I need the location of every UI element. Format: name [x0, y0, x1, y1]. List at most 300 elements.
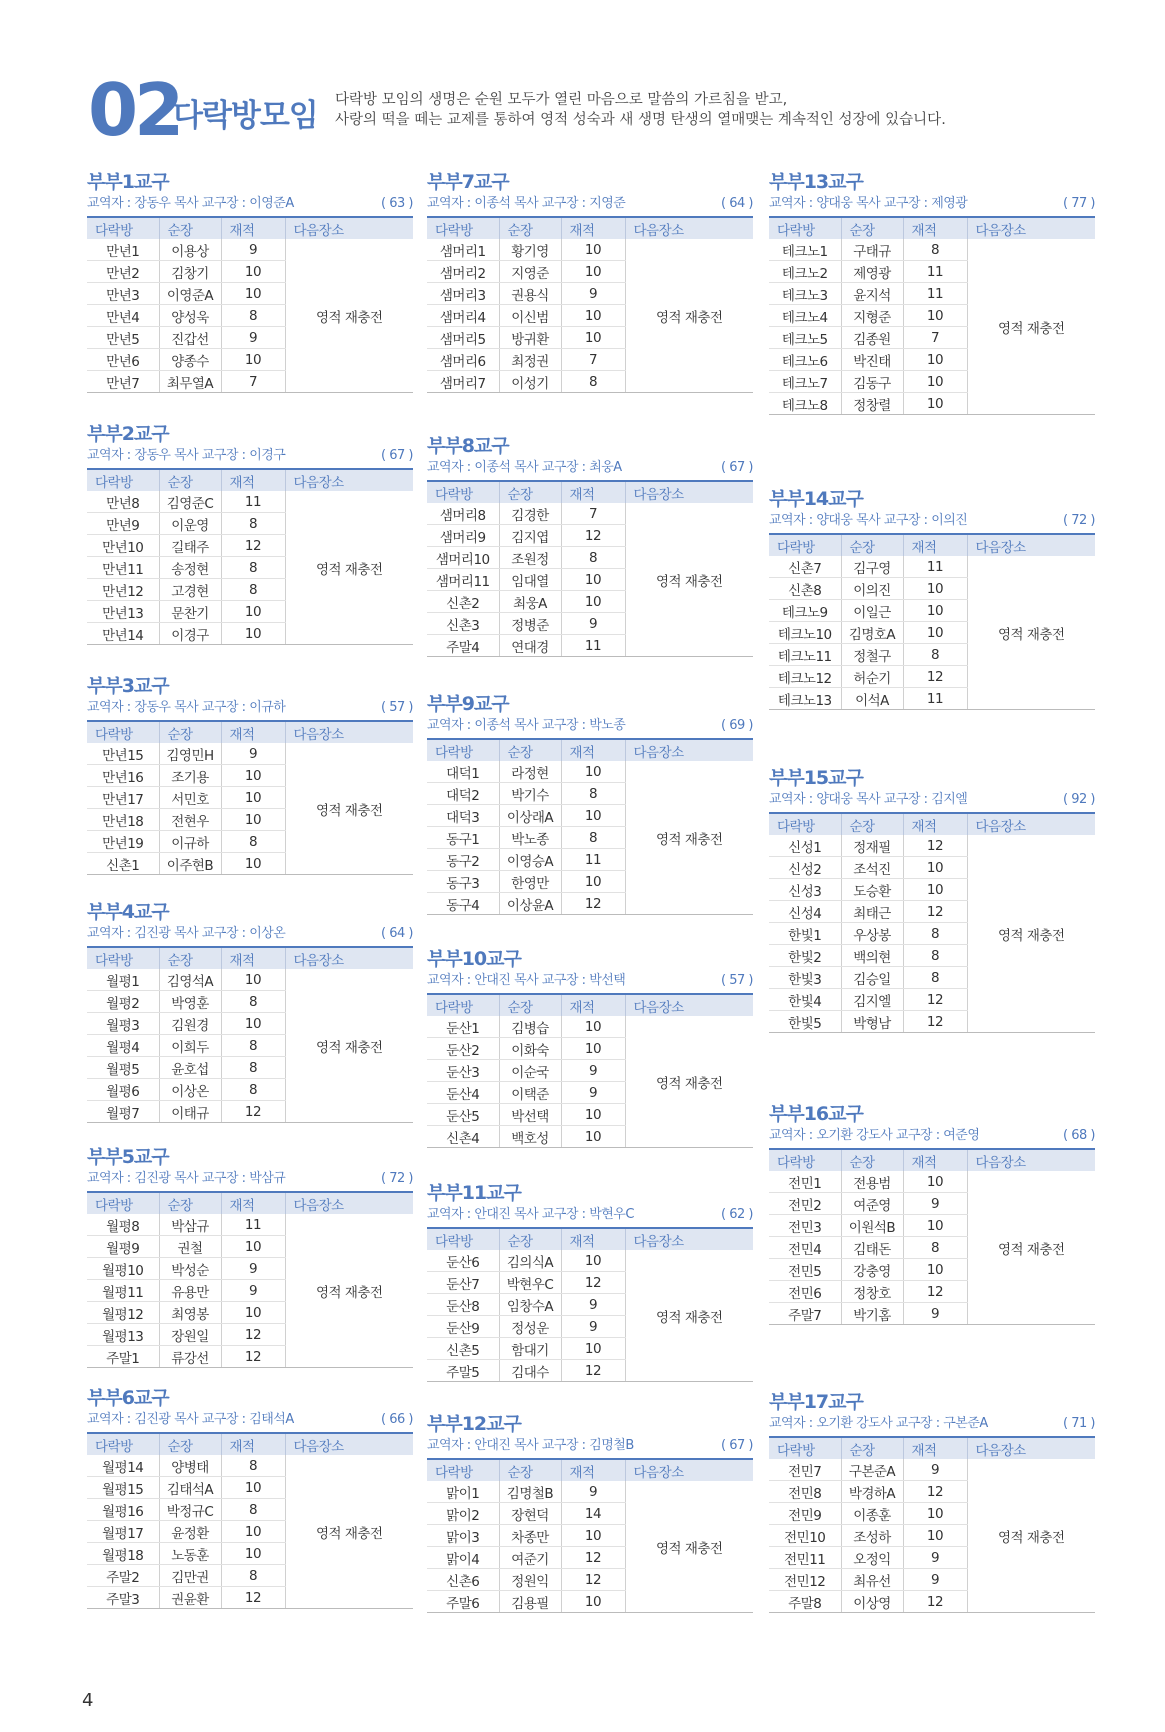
- column-header: 다음장소: [625, 740, 753, 761]
- cell-enrollment: 10: [561, 1250, 625, 1272]
- district-title: 부부17교구: [769, 1391, 863, 1413]
- cell-leader: 김영석A: [159, 969, 221, 991]
- cell-leader: 이영준A: [159, 283, 221, 305]
- cell-enrollment: 9: [903, 1569, 967, 1591]
- cell-leader: 이규하: [159, 831, 221, 853]
- district-group: [769, 487, 1095, 710]
- cell-darakbang: 월평8: [87, 1214, 159, 1236]
- cell-leader: 김구영: [841, 556, 903, 578]
- cell-leader: 박현우C: [499, 1272, 561, 1294]
- district-staff: 교역자 : 장동우 목사 교구장 : 이경구: [87, 448, 286, 463]
- table-row: [427, 503, 753, 525]
- member-count-value: 64: [389, 926, 405, 941]
- cell-darakbang: 월평3: [87, 1013, 159, 1035]
- column-header: 재적: [561, 1460, 625, 1481]
- district-staff: 교역자 : 안대진 목사 교구장 : 박현우C: [427, 1207, 634, 1222]
- district-staff: 교역자 : 양대웅 목사 교구장 : 이의진: [769, 513, 968, 528]
- cell-darakbang: 신성3: [769, 879, 841, 901]
- district-staff-line: [427, 716, 753, 740]
- cell-enrollment: 8: [903, 923, 967, 945]
- member-count-value: 63: [389, 196, 405, 211]
- cell-enrollment: 8: [221, 991, 285, 1013]
- column-header: 순장: [499, 1460, 561, 1481]
- cell-leader: 전현우: [159, 809, 221, 831]
- column-header: 다음장소: [625, 482, 753, 503]
- column-header: 재적: [221, 948, 285, 969]
- column-header: 다락방: [87, 1193, 159, 1214]
- cell-darakbang: 동구4: [427, 893, 499, 915]
- cell-leader: 라정현: [499, 761, 561, 783]
- cell-darakbang: 만년7: [87, 371, 159, 393]
- cell-darakbang: 월평17: [87, 1521, 159, 1543]
- cell-leader: 이성기: [499, 371, 561, 393]
- column-header: 재적: [903, 535, 967, 556]
- cell-leader: 조원정: [499, 547, 561, 569]
- cell-leader: 김명호A: [841, 622, 903, 644]
- column-header: 순장: [159, 470, 221, 491]
- cell-leader: 방귀환: [499, 327, 561, 349]
- table-row: [769, 556, 1095, 578]
- cell-next-place: 영적 재충전: [285, 1455, 413, 1609]
- cell-enrollment: 8: [221, 1455, 285, 1477]
- cell-leader: 윤지석: [841, 283, 903, 305]
- cell-next-place: 영적 재충전: [625, 1250, 753, 1382]
- cell-leader: 임대열: [499, 569, 561, 591]
- cell-enrollment: 10: [903, 578, 967, 600]
- cell-darakbang: 둔산4: [427, 1082, 499, 1104]
- district-group: [87, 1386, 413, 1609]
- district-staff: 교역자 : 양대웅 목사 교구장 : 김지엘: [769, 792, 968, 807]
- cell-leader: 이경구: [159, 623, 221, 645]
- cell-leader: 이신범: [499, 305, 561, 327]
- cell-enrollment: 10: [903, 1171, 967, 1193]
- cell-darakbang: 둔산7: [427, 1272, 499, 1294]
- cell-darakbang: 만년8: [87, 491, 159, 513]
- cell-enrollment: 10: [221, 1236, 285, 1258]
- cell-next-place: 영적 재충전: [285, 743, 413, 875]
- column-header: 다락방: [427, 482, 499, 503]
- district-group: [427, 692, 753, 915]
- column-header: 다음장소: [285, 218, 413, 239]
- cell-darakbang: 월평10: [87, 1258, 159, 1280]
- cell-leader: 류강선: [159, 1346, 221, 1368]
- cell-enrollment: 9: [561, 613, 625, 635]
- cell-darakbang: 테크노13: [769, 688, 841, 710]
- column-header: 재적: [561, 995, 625, 1016]
- cell-darakbang: 전민12: [769, 1569, 841, 1591]
- cell-leader: 윤정환: [159, 1521, 221, 1543]
- member-count-value: 67: [389, 448, 405, 463]
- cell-darakbang: 월평6: [87, 1079, 159, 1101]
- column-header: 다음장소: [285, 1434, 413, 1455]
- cell-leader: 최무열A: [159, 371, 221, 393]
- cell-next-place: 영적 재충전: [625, 761, 753, 915]
- district-title: 부부8교구: [427, 435, 509, 457]
- cell-darakbang: 전민8: [769, 1481, 841, 1503]
- cell-enrollment: 10: [903, 1259, 967, 1281]
- cell-leader: 이상래A: [499, 805, 561, 827]
- cell-enrollment: 12: [561, 1360, 625, 1382]
- column-header: 재적: [561, 1229, 625, 1250]
- column-header: 다락방: [427, 1460, 499, 1481]
- cell-leader: 진갑선: [159, 327, 221, 349]
- cell-darakbang: 둔산8: [427, 1294, 499, 1316]
- column-header: 다음장소: [967, 535, 1095, 556]
- cell-enrollment: 10: [903, 600, 967, 622]
- cell-darakbang: 한빛5: [769, 1011, 841, 1033]
- member-count-value: 69: [729, 718, 745, 733]
- cell-enrollment: 12: [221, 1587, 285, 1609]
- cell-leader: 이화숙: [499, 1038, 561, 1060]
- cell-leader: 이영승A: [499, 849, 561, 871]
- cell-enrollment: 11: [903, 261, 967, 283]
- cell-darakbang: 신성2: [769, 857, 841, 879]
- cell-darakbang: 만년19: [87, 831, 159, 853]
- district-table: [769, 1150, 1095, 1325]
- cell-darakbang: 샘머리3: [427, 283, 499, 305]
- cell-darakbang: 신촌1: [87, 853, 159, 875]
- cell-darakbang: 맑이2: [427, 1503, 499, 1525]
- cell-leader: 정철구: [841, 644, 903, 666]
- cell-darakbang: 만년11: [87, 557, 159, 579]
- cell-darakbang: 월평13: [87, 1324, 159, 1346]
- member-count-value: 92: [1071, 792, 1087, 807]
- cell-leader: 김승일: [841, 967, 903, 989]
- cell-enrollment: 12: [903, 901, 967, 923]
- cell-darakbang: 테크노11: [769, 644, 841, 666]
- cell-darakbang: 전민7: [769, 1459, 841, 1481]
- cell-leader: 이주현B: [159, 853, 221, 875]
- column-header: 다음장소: [967, 1438, 1095, 1459]
- district-table: [427, 482, 753, 657]
- column-header: 재적: [221, 1434, 285, 1455]
- column-header: 재적: [221, 722, 285, 743]
- cell-enrollment: 10: [221, 349, 285, 371]
- column-header: 다음장소: [285, 948, 413, 969]
- cell-leader: 서민호: [159, 787, 221, 809]
- table-header-row: [427, 740, 753, 761]
- member-count-value: 77: [1071, 196, 1087, 211]
- cell-darakbang: 만년6: [87, 349, 159, 371]
- cell-darakbang: 만년18: [87, 809, 159, 831]
- district-table: [769, 218, 1095, 415]
- cell-darakbang: 동구2: [427, 849, 499, 871]
- cell-next-place: 영적 재충전: [967, 835, 1095, 1033]
- district-group: [87, 1145, 413, 1368]
- table-header-row: [769, 535, 1095, 556]
- column-header: 순장: [159, 218, 221, 239]
- district-staff-line: [769, 1414, 1095, 1438]
- cell-darakbang: 샘머리11: [427, 569, 499, 591]
- cell-darakbang: 월평1: [87, 969, 159, 991]
- district-title: 부부4교구: [87, 901, 169, 923]
- cell-enrollment: 8: [903, 945, 967, 967]
- district-group: [769, 766, 1095, 1033]
- cell-enrollment: 10: [561, 761, 625, 783]
- cell-darakbang: 한빛2: [769, 945, 841, 967]
- cell-next-place: 영적 재충전: [285, 1214, 413, 1368]
- table-row: [87, 743, 413, 765]
- column-header: 다락방: [87, 218, 159, 239]
- cell-leader: 백호성: [499, 1126, 561, 1148]
- cell-leader: 연대경: [499, 635, 561, 657]
- district-member-count: ( 62 ): [721, 1207, 753, 1222]
- section-header: [88, 70, 1088, 150]
- column-header: 다음장소: [285, 722, 413, 743]
- column-header: 다락방: [427, 1229, 499, 1250]
- table-row: [427, 239, 753, 261]
- district-title: 부부12교구: [427, 1413, 521, 1435]
- district-staff-line: [427, 1205, 753, 1229]
- cell-enrollment: 10: [903, 879, 967, 901]
- district-title: 부부6교구: [87, 1387, 169, 1409]
- district-table: [87, 722, 413, 875]
- cell-enrollment: 10: [221, 765, 285, 787]
- district-group: [87, 422, 413, 645]
- cell-enrollment: 14: [561, 1503, 625, 1525]
- district-title: 부부5교구: [87, 1146, 169, 1168]
- cell-leader: 이종훈: [841, 1503, 903, 1525]
- cell-darakbang: 월평15: [87, 1477, 159, 1499]
- cell-darakbang: 만년15: [87, 743, 159, 765]
- district-member-count: ( 57 ): [721, 973, 753, 988]
- cell-darakbang: 전민5: [769, 1259, 841, 1281]
- cell-enrollment: 8: [221, 305, 285, 327]
- cell-leader: 김병습: [499, 1016, 561, 1038]
- cell-leader: 김만권: [159, 1565, 221, 1587]
- district-staff-line: [87, 446, 413, 470]
- cell-darakbang: 주말3: [87, 1587, 159, 1609]
- cell-darakbang: 샘머리9: [427, 525, 499, 547]
- cell-darakbang: 주말2: [87, 1565, 159, 1587]
- cell-darakbang: 맑이4: [427, 1547, 499, 1569]
- district-member-count: ( 64 ): [721, 196, 753, 211]
- cell-enrollment: 12: [561, 1547, 625, 1569]
- cell-darakbang: 신촌5: [427, 1338, 499, 1360]
- cell-leader: 정원익: [499, 1569, 561, 1591]
- district-staff-line: [87, 1169, 413, 1193]
- cell-enrollment: 12: [561, 525, 625, 547]
- cell-darakbang: 주말5: [427, 1360, 499, 1382]
- cell-darakbang: 테크노4: [769, 305, 841, 327]
- cell-darakbang: 월평2: [87, 991, 159, 1013]
- district-title: 부부11교구: [427, 1182, 521, 1204]
- district-member-count: ( 64 ): [381, 926, 413, 941]
- cell-leader: 전용범: [841, 1171, 903, 1193]
- column-header: 다음장소: [967, 1150, 1095, 1171]
- district-table: [427, 995, 753, 1148]
- district-group: [87, 674, 413, 875]
- cell-darakbang: 전민11: [769, 1547, 841, 1569]
- cell-leader: 도승환: [841, 879, 903, 901]
- district-staff-line: [87, 1410, 413, 1434]
- cell-darakbang: 주말7: [769, 1303, 841, 1325]
- cell-darakbang: 월평12: [87, 1302, 159, 1324]
- cell-leader: 조석진: [841, 857, 903, 879]
- cell-enrollment: 10: [561, 261, 625, 283]
- cell-enrollment: 7: [561, 349, 625, 371]
- column-header: 다음장소: [967, 218, 1095, 239]
- district-group: [87, 900, 413, 1123]
- cell-leader: 정성운: [499, 1316, 561, 1338]
- cell-next-place: 영적 재충전: [285, 491, 413, 645]
- cell-leader: 이상온: [159, 1079, 221, 1101]
- cell-darakbang: 샘머리5: [427, 327, 499, 349]
- cell-leader: 이용상: [159, 239, 221, 261]
- cell-enrollment: 10: [561, 569, 625, 591]
- cell-darakbang: 테크노8: [769, 393, 841, 415]
- cell-leader: 최영봉: [159, 1302, 221, 1324]
- district-staff-line: [427, 971, 753, 995]
- district-member-count: ( 57 ): [381, 700, 413, 715]
- cell-darakbang: 전민10: [769, 1525, 841, 1547]
- cell-leader: 노동훈: [159, 1543, 221, 1565]
- cell-leader: 김종원: [841, 327, 903, 349]
- cell-darakbang: 월평7: [87, 1101, 159, 1123]
- cell-darakbang: 월평5: [87, 1057, 159, 1079]
- district-table: [427, 740, 753, 915]
- cell-leader: 박선택: [499, 1104, 561, 1126]
- cell-leader: 임창수A: [499, 1294, 561, 1316]
- cell-enrollment: 9: [561, 1082, 625, 1104]
- district-table: [427, 218, 753, 393]
- district-member-count: ( 68 ): [1063, 1128, 1095, 1143]
- cell-enrollment: 10: [561, 1016, 625, 1038]
- column-header: 다락방: [427, 218, 499, 239]
- column-header: 재적: [561, 218, 625, 239]
- cell-leader: 제영광: [841, 261, 903, 283]
- cell-leader: 강충영: [841, 1259, 903, 1281]
- cell-darakbang: 만년3: [87, 283, 159, 305]
- column-header: 다락방: [87, 722, 159, 743]
- cell-leader: 고경현: [159, 579, 221, 601]
- cell-darakbang: 테크노5: [769, 327, 841, 349]
- column-header: 순장: [499, 1229, 561, 1250]
- cell-leader: 김명철B: [499, 1481, 561, 1503]
- cell-darakbang: 샘머리1: [427, 239, 499, 261]
- cell-leader: 김태돈: [841, 1237, 903, 1259]
- cell-enrollment: 10: [221, 787, 285, 809]
- cell-enrollment: 10: [221, 623, 285, 645]
- cell-leader: 구태규: [841, 239, 903, 261]
- cell-enrollment: 8: [221, 1035, 285, 1057]
- cell-leader: 문찬기: [159, 601, 221, 623]
- cell-leader: 조기용: [159, 765, 221, 787]
- cell-darakbang: 전민3: [769, 1215, 841, 1237]
- cell-next-place: 영적 재충전: [967, 556, 1095, 710]
- cell-darakbang: 샘머리6: [427, 349, 499, 371]
- cell-leader: 정창호: [841, 1281, 903, 1303]
- cell-darakbang: 둔산6: [427, 1250, 499, 1272]
- cell-enrollment: 7: [561, 503, 625, 525]
- district-title: 부부9교구: [427, 693, 509, 715]
- cell-leader: 정창렬: [841, 393, 903, 415]
- cell-enrollment: 9: [561, 1481, 625, 1503]
- column-header: 다음장소: [625, 218, 753, 239]
- district-staff-line: [769, 194, 1095, 218]
- cell-enrollment: 8: [221, 1499, 285, 1521]
- cell-enrollment: 10: [221, 601, 285, 623]
- district-title: 부부16교구: [769, 1103, 863, 1125]
- column-header: 다락방: [769, 218, 841, 239]
- district-title: 부부1교구: [87, 171, 169, 193]
- cell-leader: 김대수: [499, 1360, 561, 1382]
- cell-leader: 김원경: [159, 1013, 221, 1035]
- column-header: 재적: [903, 814, 967, 835]
- district-table: [769, 814, 1095, 1033]
- cell-darakbang: 만년12: [87, 579, 159, 601]
- cell-leader: 김태석A: [159, 1477, 221, 1499]
- column-header: 다락방: [769, 1150, 841, 1171]
- cell-enrollment: 12: [221, 535, 285, 557]
- cell-darakbang: 만년1: [87, 239, 159, 261]
- district-member-count: ( 92 ): [1063, 792, 1095, 807]
- cell-darakbang: 신촌2: [427, 591, 499, 613]
- cell-enrollment: 10: [221, 283, 285, 305]
- cell-enrollment: 9: [903, 1193, 967, 1215]
- cell-darakbang: 대덕3: [427, 805, 499, 827]
- cell-darakbang: 대덕2: [427, 783, 499, 805]
- cell-enrollment: 10: [221, 809, 285, 831]
- cell-enrollment: 10: [903, 1215, 967, 1237]
- table-header-row: [427, 218, 753, 239]
- cell-enrollment: 12: [903, 989, 967, 1011]
- district-table: [87, 948, 413, 1123]
- cell-leader: 함대기: [499, 1338, 561, 1360]
- cell-darakbang: 전민6: [769, 1281, 841, 1303]
- cell-enrollment: 8: [221, 1079, 285, 1101]
- cell-enrollment: 8: [561, 371, 625, 393]
- table-header-row: [87, 722, 413, 743]
- cell-darakbang: 테크노3: [769, 283, 841, 305]
- column-header: 순장: [841, 1438, 903, 1459]
- cell-enrollment: 7: [221, 371, 285, 393]
- column-header: 순장: [841, 1150, 903, 1171]
- cell-enrollment: 12: [561, 893, 625, 915]
- cell-leader: 이택준: [499, 1082, 561, 1104]
- column-header: 재적: [903, 1150, 967, 1171]
- member-count-value: 68: [1071, 1128, 1087, 1143]
- cell-darakbang: 샘머리4: [427, 305, 499, 327]
- cell-darakbang: 맑이1: [427, 1481, 499, 1503]
- cell-enrollment: 10: [221, 1543, 285, 1565]
- column-header: 다음장소: [625, 1229, 753, 1250]
- column-header: 순장: [841, 218, 903, 239]
- table-row: [87, 1455, 413, 1477]
- cell-darakbang: 주말6: [427, 1591, 499, 1613]
- cell-darakbang: 전민4: [769, 1237, 841, 1259]
- cell-darakbang: 만년10: [87, 535, 159, 557]
- district-table: [427, 1460, 753, 1613]
- cell-leader: 양종수: [159, 349, 221, 371]
- column-header: 순장: [841, 814, 903, 835]
- cell-darakbang: 동구1: [427, 827, 499, 849]
- cell-next-place: 영적 재충전: [625, 1016, 753, 1148]
- cell-leader: 황기영: [499, 239, 561, 261]
- table-row: [769, 1171, 1095, 1193]
- cell-enrollment: 10: [221, 853, 285, 875]
- district-member-count: ( 66 ): [381, 1412, 413, 1427]
- cell-leader: 송정현: [159, 557, 221, 579]
- cell-darakbang: 신촌3: [427, 613, 499, 635]
- cell-leader: 조성하: [841, 1525, 903, 1547]
- cell-leader: 오정익: [841, 1547, 903, 1569]
- member-count-value: 66: [389, 1412, 405, 1427]
- cell-leader: 유용만: [159, 1280, 221, 1302]
- cell-leader: 이희두: [159, 1035, 221, 1057]
- column-header: 재적: [221, 470, 285, 491]
- cell-darakbang: 만년16: [87, 765, 159, 787]
